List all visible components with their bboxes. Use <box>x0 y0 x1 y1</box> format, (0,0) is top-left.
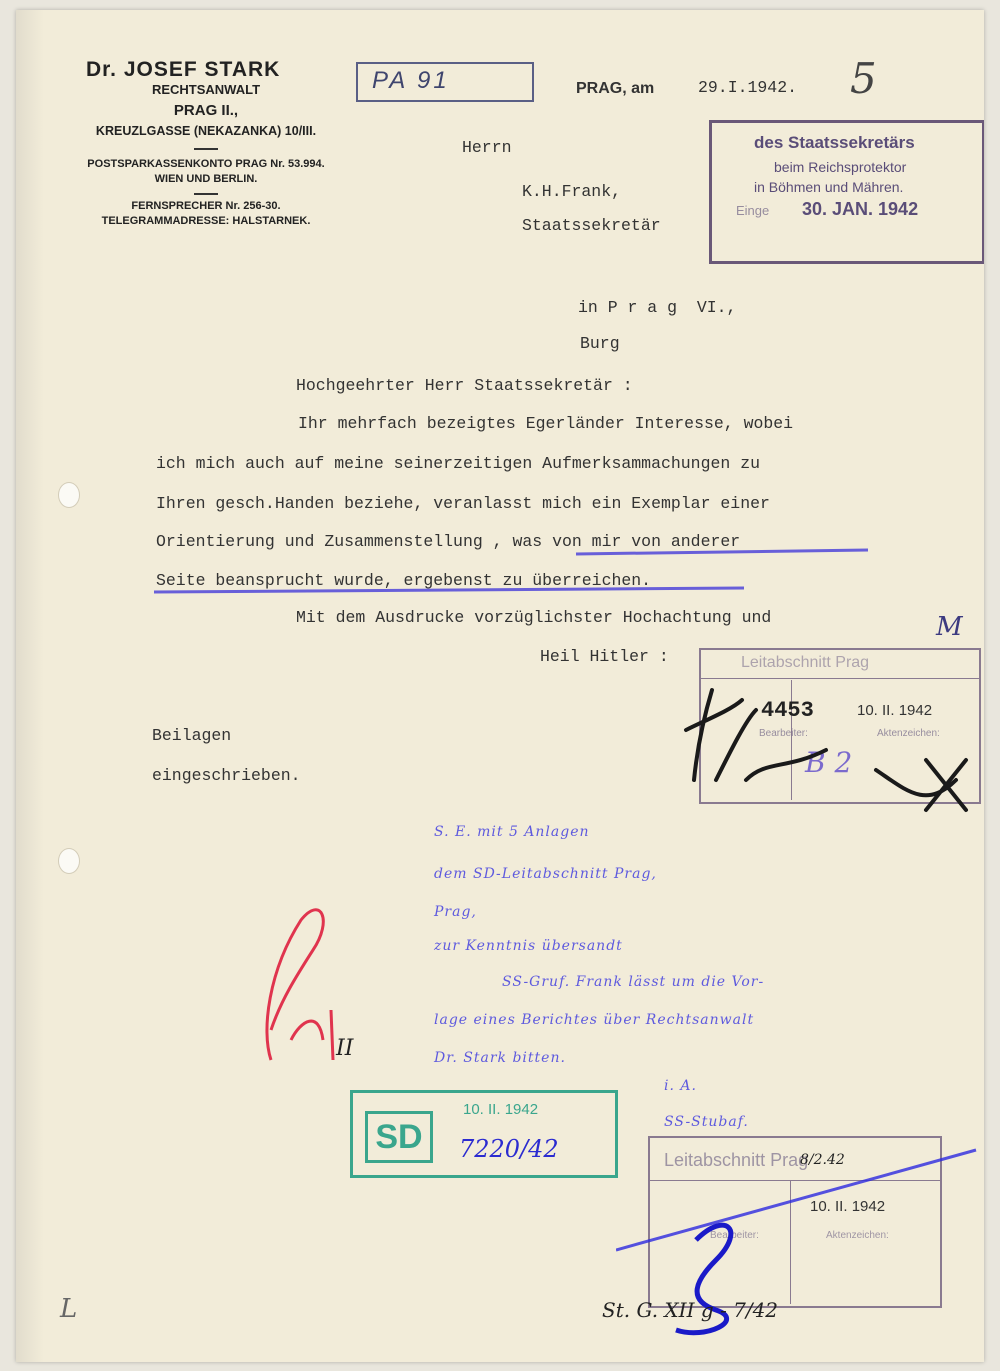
closing-line: Mit dem Ausdrucke vorzüglichster Hochachtung und <box>296 608 772 627</box>
letterhead-city: PRAG II., <box>173 102 239 119</box>
body-line: Orientierung und Zusammenstellung , was von mir von anderer <box>156 532 741 551</box>
leitabschnitt-stamp-title: Leitabschnitt Prag <box>741 654 870 671</box>
receipt-stamp-line3: in Böhmen und Mähren. <box>754 179 904 195</box>
handwritten-note-line: S. E. mit 5 Anlagen <box>434 824 590 840</box>
handwritten-note-line: Prag, <box>434 904 477 920</box>
margin-note: L <box>60 1294 78 1324</box>
handwritten-note-line: Dr. Stark bitten. <box>434 1050 566 1066</box>
sd-stamp <box>350 1090 618 1178</box>
letterhead-divider <box>194 193 218 195</box>
greeting: Hochgeehrter Herr Staatssekretär : <box>296 376 633 395</box>
bottom-stamp-title: Leitabschnitt Prag <box>664 1150 809 1170</box>
address-place: Burg <box>580 334 620 353</box>
stamp-label: Bearbeiter: <box>759 728 808 739</box>
letter-date: 29.I.1942. <box>698 78 798 97</box>
receipt-stamp-label: Einge <box>736 203 770 218</box>
letterhead-title: RECHTSANWALT <box>151 82 261 97</box>
handwritten-note-line: zur Kenntnis übersandt <box>434 938 623 954</box>
stamp-handwritten: B 2 <box>805 746 853 779</box>
date-prefix: PRAG, am <box>576 80 655 97</box>
sd-stamp-date: 10. II. 1942 <box>463 1101 539 1118</box>
punch-hole <box>58 848 80 874</box>
initials-mark: M <box>936 612 963 642</box>
handwritten-note-line: SS-Gruf. Frank lässt um die Vor- <box>502 974 765 990</box>
body-line: Ihren gesch.Handen beziehe, veranlasst mich ein Exemplar einer <box>156 494 770 513</box>
address-role: Staatssekretär <box>522 216 661 235</box>
sd-stamp-number: 7220/42 <box>459 1135 559 1163</box>
bottom-reference: St. G. XII g - 7/42 <box>602 1298 779 1322</box>
letterhead-name: Dr. JOSEF STARK <box>86 58 281 81</box>
letterhead-telegram: TELEGRAMMADRESSE: HALSTARNEK. <box>101 215 311 227</box>
stamp-label: Aktenzeichen: <box>826 1230 889 1241</box>
file-stamp: PA 91 <box>356 62 534 102</box>
address-salutation: Herrn <box>462 138 512 157</box>
receipt-stamp-date: 30. JAN. 1942 <box>802 199 919 219</box>
stamp-label: Aktenzeichen: <box>877 728 940 739</box>
handwritten-note-line: lage eines Berichtes über Rechtsanwalt <box>434 1012 755 1028</box>
letterhead-divider <box>194 148 218 150</box>
address-name: K.H.Frank, <box>522 182 622 201</box>
sd-stamp-label: SD <box>365 1111 433 1163</box>
red-initials <box>241 890 354 1070</box>
enclosures-label: Beilagen <box>152 726 232 745</box>
handwritten-note-line: SS-Stubaf. <box>664 1114 749 1130</box>
document-page <box>16 10 984 1362</box>
leitabschnitt-stamp-date: 10. II. 1942 <box>857 702 933 719</box>
letterhead-phone: FERNSPRECHER Nr. 256-30. <box>131 200 281 212</box>
blue-underline <box>146 530 886 602</box>
letterhead-street: KREUZLGASSE (NEKAZANKA) 10/III. <box>95 124 317 138</box>
body-line: Ihr mehrfach bezeigtes Egerländer Interesse, wobei <box>298 414 794 433</box>
handwritten-note-line: dem SD-Leitabschnitt Prag, <box>434 866 657 882</box>
page-number: 5 <box>850 54 877 103</box>
bottom-stamp-date: 10. II. 1942 <box>810 1198 886 1215</box>
page-edge-shadow <box>16 10 44 1362</box>
letterhead-postal-cities: WIEN UND BERLIN. <box>154 173 258 185</box>
body-line: Seite beansprucht wurde, ergebenst zu überreichen. <box>156 571 652 590</box>
letterhead-postal-account: POSTSPARKASSENKONTO PRAG Nr. 53.994. <box>87 158 325 170</box>
address-city: in P r a g VI., <box>578 298 737 317</box>
stamp-label: Bearbeiter: <box>710 1230 759 1241</box>
enclosures-note: eingeschrieben. <box>152 766 301 785</box>
punch-hole <box>58 482 80 508</box>
red-initials-suffix: II <box>336 1036 354 1061</box>
body-line: ich mich auch auf meine seinerzeitigen Aufmerksammachungen zu <box>156 454 760 473</box>
leitabschnitt-stamp-number: 4453 <box>761 698 814 723</box>
black-signature <box>676 670 976 820</box>
receipt-stamp-line2: beim Reichsprotektor <box>774 159 907 175</box>
handwritten-note-line: i. A. <box>664 1078 697 1094</box>
bottom-stamp-handwritten-date: 8/2.42 <box>800 1152 845 1168</box>
receipt-stamp-line1: des Staatssekretärs <box>754 133 915 152</box>
receipt-stamp <box>709 120 984 264</box>
sign-off: Heil Hitler : <box>540 647 669 666</box>
